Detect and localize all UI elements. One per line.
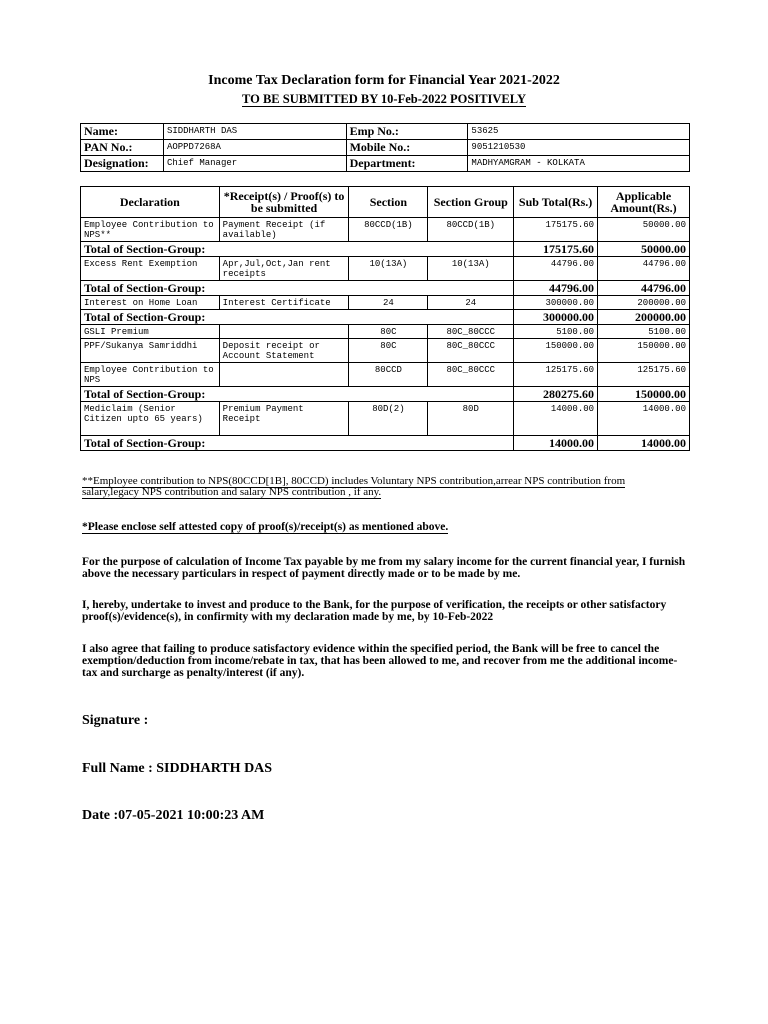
employee-info-table xyxy=(80,123,690,172)
cell-receipt xyxy=(219,363,349,387)
name-label: Name: xyxy=(81,124,164,140)
cell-sub-total: 125175.60 xyxy=(514,363,598,387)
designation-label: Designation: xyxy=(81,156,164,172)
form-deadline xyxy=(0,92,768,107)
declaration-paragraph-1: For the purpose of calculation of Income Tax payable by me from my salary income for the current financial year, I furnish above the necessary particulars in respect of payment directly made or to be made by me. xyxy=(82,556,686,580)
col-section-group: Section Group xyxy=(428,187,514,218)
cell-sub-total: 300000.00 xyxy=(514,296,598,310)
cell-sub-total: 14000.00 xyxy=(514,402,598,436)
total-row xyxy=(81,436,690,451)
cell-group: 80C_80CCC xyxy=(428,325,514,339)
total-amount: 200000.00 xyxy=(598,310,690,325)
cell-amount: 50000.00 xyxy=(598,218,690,242)
enclose-note xyxy=(82,521,692,533)
cell-amount: 125175.60 xyxy=(598,363,690,387)
cell-declaration: Employee Contribution to NPS xyxy=(81,363,220,387)
total-label: Total of Section-Group: xyxy=(81,310,514,325)
total-sub: 280275.60 xyxy=(514,387,598,402)
table-row xyxy=(81,296,690,310)
col-declaration: Declaration xyxy=(81,187,220,218)
total-row xyxy=(81,242,690,257)
total-amount: 50000.00 xyxy=(598,242,690,257)
col-sub-total: Sub Total(Rs.) xyxy=(514,187,598,218)
table-row xyxy=(81,339,690,363)
cell-receipt: Premium Payment Receipt xyxy=(219,402,349,436)
department-label: Department: xyxy=(346,156,468,172)
cell-section: 80CCD(1B) xyxy=(349,218,428,242)
info-row xyxy=(81,124,690,140)
mobile-label: Mobile No.: xyxy=(346,140,468,156)
col-receipt: *Receipt(s) / Proof(s) to be submitted xyxy=(219,187,349,218)
cell-declaration: PPF/Sukanya Samriddhi xyxy=(81,339,220,363)
nps-note-text: **Employee contribution to NPS(80CCD[1B], 80CCD) includes Voluntary NPS contribution,arrear NPS contribution from salary,legacy NPS contribution and salary NPS contribution , if any. xyxy=(82,475,626,498)
cell-amount: 14000.00 xyxy=(598,402,690,436)
mobile-value: 9051210530 xyxy=(468,140,690,156)
name-value: SIDDHARTH DAS xyxy=(163,124,346,140)
total-row xyxy=(81,281,690,296)
cell-receipt: Deposit receipt or Account Statement xyxy=(219,339,349,363)
total-label: Total of Section-Group: xyxy=(81,281,514,296)
cell-sub-total: 175175.60 xyxy=(514,218,598,242)
total-row xyxy=(81,310,690,325)
cell-declaration: Employee Contribution to NPS** xyxy=(81,218,220,242)
total-sub: 44796.00 xyxy=(514,281,598,296)
full-name: Full Name : SIDDHARTH DAS xyxy=(82,761,273,776)
table-row xyxy=(81,325,690,339)
col-applicable: Applicable Amount(Rs.) xyxy=(598,187,690,218)
cell-group: 80C_80CCC xyxy=(428,363,514,387)
info-row xyxy=(81,140,690,156)
cell-section: 24 xyxy=(349,296,428,310)
table-row xyxy=(81,257,690,281)
total-label: Total of Section-Group: xyxy=(81,436,514,451)
enclose-note-text: *Please enclose self attested copy of proof(s)/receipt(s) as mentioned above. xyxy=(82,521,449,533)
emp-no-label: Emp No.: xyxy=(346,124,468,140)
cell-receipt: Payment Receipt (if available) xyxy=(219,218,349,242)
cell-section: 80C xyxy=(349,339,428,363)
cell-amount: 5100.00 xyxy=(598,325,690,339)
deadline-text: TO BE SUBMITTED BY 10-Feb-2022 POSITIVELY xyxy=(242,92,526,106)
cell-section: 80D(2) xyxy=(349,402,428,436)
cell-declaration: Excess Rent Exemption xyxy=(81,257,220,281)
department-value: MADHYAMGRAM - KOLKATA xyxy=(468,156,690,172)
total-label: Total of Section-Group: xyxy=(81,242,514,257)
header-row xyxy=(81,187,690,218)
declaration-date: Date :07-05-2021 10:00:23 AM xyxy=(82,808,265,823)
cell-section: 80C xyxy=(349,325,428,339)
table-row xyxy=(81,402,690,436)
cell-section: 10(13A) xyxy=(349,257,428,281)
total-amount: 14000.00 xyxy=(598,436,690,451)
cell-sub-total: 150000.00 xyxy=(514,339,598,363)
cell-group: 80D xyxy=(428,402,514,436)
cell-amount: 200000.00 xyxy=(598,296,690,310)
total-sub: 175175.60 xyxy=(514,242,598,257)
cell-sub-total: 44796.00 xyxy=(514,257,598,281)
pan-label: PAN No.: xyxy=(81,140,164,156)
cell-receipt: Apr,Jul,Oct,Jan rent receipts xyxy=(219,257,349,281)
cell-amount: 44796.00 xyxy=(598,257,690,281)
total-amount: 150000.00 xyxy=(598,387,690,402)
cell-declaration: Mediclaim (Senior Citizen upto 65 years) xyxy=(81,402,220,436)
col-section: Section xyxy=(349,187,428,218)
nps-note xyxy=(82,476,672,498)
designation-value: Chief Manager xyxy=(163,156,346,172)
total-sub: 300000.00 xyxy=(514,310,598,325)
table-row xyxy=(81,363,690,387)
cell-section: 80CCD xyxy=(349,363,428,387)
total-sub: 14000.00 xyxy=(514,436,598,451)
declaration-paragraph-2: I, hereby, undertake to invest and produce to the Bank, for the purpose of verification, the receipts or other satisfactory proof(s)/evidence(s), in confirmity with my declaration made by me, by 10-Feb-2022 xyxy=(82,599,667,623)
cell-receipt: Interest Certificate xyxy=(219,296,349,310)
cell-receipt xyxy=(219,325,349,339)
total-amount: 44796.00 xyxy=(598,281,690,296)
table-row xyxy=(81,218,690,242)
cell-sub-total: 5100.00 xyxy=(514,325,598,339)
signature-label: Signature : xyxy=(82,713,149,728)
pan-value: AOPPD7268A xyxy=(163,140,346,156)
cell-group: 80CCD(1B) xyxy=(428,218,514,242)
declaration-paragraph-3: I also agree that failing to produce satisfactory evidence within the specified period, the Bank will be free to cancel the exemption/deduction from income/rebate in tax, that has been allowed to me, and recover from me the additional income-tax and surcharge as penalty/interest (if any). xyxy=(82,643,678,679)
cell-group: 80C_80CCC xyxy=(428,339,514,363)
form-title: Income Tax Declaration form for Financial Year 2021-2022 xyxy=(208,73,560,88)
cell-group: 24 xyxy=(428,296,514,310)
cell-amount: 150000.00 xyxy=(598,339,690,363)
total-label: Total of Section-Group: xyxy=(81,387,514,402)
declaration-table xyxy=(80,186,690,451)
cell-declaration: Interest on Home Loan xyxy=(81,296,220,310)
total-row xyxy=(81,387,690,402)
emp-no-value: 53625 xyxy=(468,124,690,140)
cell-group: 10(13A) xyxy=(428,257,514,281)
cell-declaration: GSLI Premium xyxy=(81,325,220,339)
info-row xyxy=(81,156,690,172)
